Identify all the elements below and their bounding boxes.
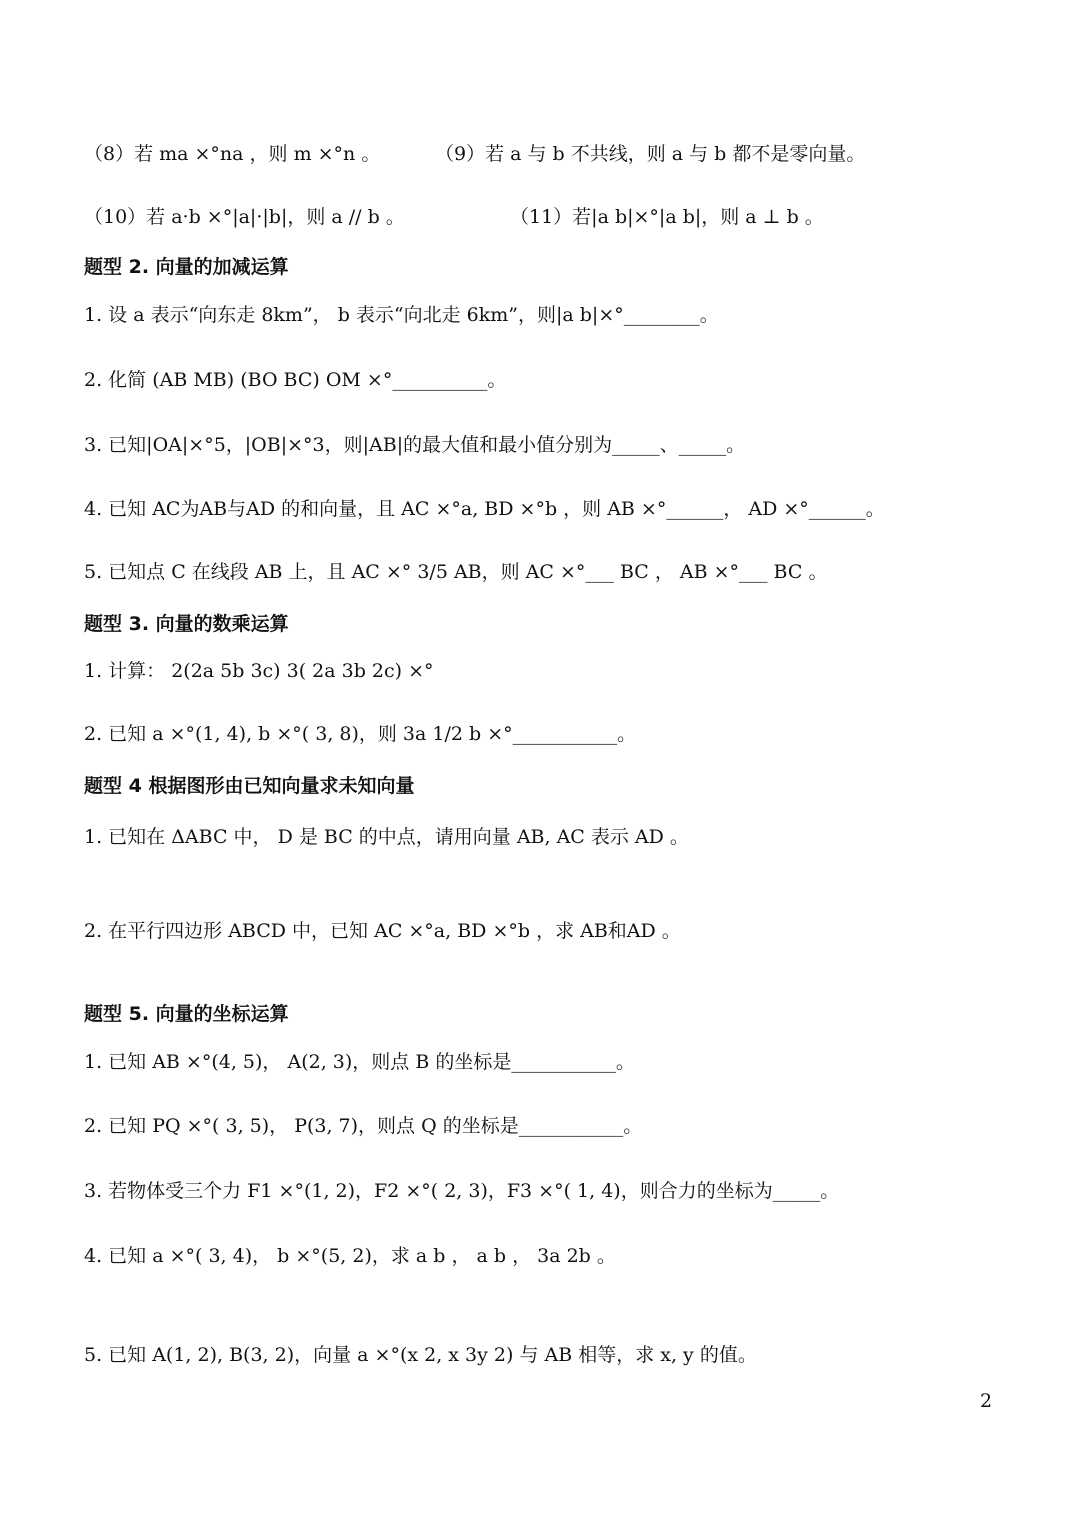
section-4-item-2: 2. 在平行四边形 ABCD 中，已知 AC ×°a, BD ×°b ，求 AB和AD 。 [84,920,681,942]
section-2-item-5: 5. 已知点 C 在线段 AB 上，且 AC ×° 3/5 AB，则 AC ×°___ BC ， AB ×°___ BC 。 [84,561,828,583]
section-heading-5: 题型 5. 向量的坐标运算 [84,1003,289,1025]
page-number: 2 [980,1390,993,1412]
problem-10: （10）若 a·b ×°|a|·|b|，则 a // b 。 [84,206,405,228]
section-heading-3: 题型 3. 向量的数乘运算 [84,613,289,635]
problem-8: （8）若 ma ×°na ，则 m ×°n 。 [84,143,381,165]
section-3-item-2: 2. 已知 a ×°(1, 4), b ×°( 3, 8)，则 3a 1/2 b ×°___________。 [84,723,637,745]
section-5-item-4: 4. 已知 a ×°( 3, 4)， b ×°(5, 2)，求 a b ， a b ， 3a 2b 。 [84,1245,616,1267]
section-2-item-3: 3. 已知|OA|×°5，|OB|×°3，则|AB|的最大值和最小值分别为_____、_____。 [84,434,746,456]
section-heading-2: 题型 2. 向量的加减运算 [84,256,289,278]
section-2-item-1: 1. 设 a 表示“向东走 8km”， b 表示“向北走 6km”，则|a b|×°________。 [84,304,719,326]
section-heading-4: 题型 4 根据图形由已知向量求未知向量 [84,775,415,797]
section-5-item-5: 5. 已知 A(1, 2), B(3, 2)，向量 a ×°(x 2, x 3y 2) 与 AB 相等，求 x, y 的值。 [84,1344,757,1366]
section-2-item-4: 4. 已知 AC为AB与AD 的和向量，且 AC ×°a, BD ×°b ，则 AB ×°______， AD ×°______。 [84,498,885,520]
section-5-item-2: 2. 已知 PQ ×°( 3, 5)， P(3, 7)，则点 Q 的坐标是___________。 [84,1115,643,1137]
section-3-item-1: 1. 计算： 2(2a 5b 3c) 3( 2a 3b 2c) ×° [84,660,434,682]
section-4-item-1: 1. 已知在 ΔABC 中， D 是 BC 的中点，请用向量 AB, AC 表示 AD 。 [84,826,689,848]
section-2-item-2: 2. 化简 (AB MB) (BO BC) OM ×°__________。 [84,369,507,391]
section-5-item-1: 1. 已知 AB ×°(4, 5)， A(2, 3)，则点 B 的坐标是___________。 [84,1051,635,1073]
problem-9: （9）若 a 与 b 不共线，则 a 与 b 都不是零向量。 [435,143,866,165]
problem-11: （11）若|a b|×°|a b|，则 a ⊥ b 。 [510,206,824,228]
section-5-item-3: 3. 若物体受三个力 F1 ×°(1, 2)，F2 ×°( 2, 3)，F3 ×°( 1, 4)，则合力的坐标为_____。 [84,1180,840,1202]
